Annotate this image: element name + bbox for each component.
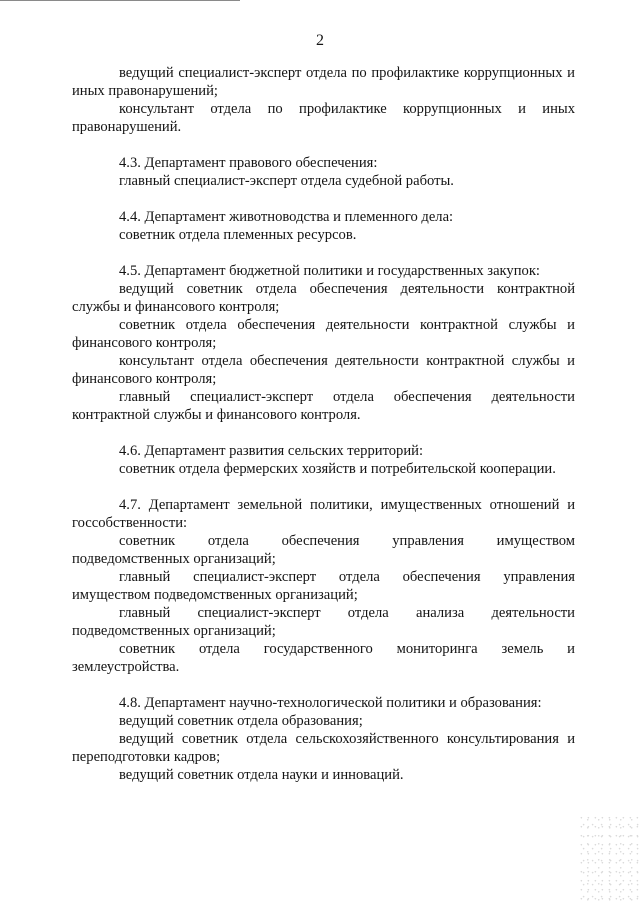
document-body (72, 64, 575, 802)
list-item: главный специалист-эксперт отдела обеспечения деятельности контрактной службы и финансового контроля. (72, 389, 575, 423)
list-item: ведущий специалист-эксперт отдела по профилактике коррупционных и иных правонарушений; (72, 65, 575, 99)
page-number: 2 (316, 32, 324, 49)
list-item: главный специалист-эксперт отдела обеспечения управления имуществом подведомственных организаций; (72, 569, 575, 603)
list-item: советник отдела племенных ресурсов. (119, 227, 357, 243)
list-item: советник отдела обеспечения управления имуществом подведомственных организаций; (72, 533, 575, 567)
list-item: консультант отдела обеспечения деятельности контрактной службы и финансового контроля; (72, 353, 575, 387)
list-item: советник отдела обеспечения деятельности контрактной службы и финансового контроля; (72, 317, 575, 351)
scan-edge-line (0, 0, 240, 1)
list-item: ведущий советник отдела обеспечения деятельности контрактной службы и финансового контроля; (72, 281, 575, 315)
section-4-7 (72, 496, 575, 676)
list-item: ведущий советник отдела сельскохозяйственного консультирования и переподготовки кадров; (72, 731, 575, 765)
section-heading: 4.5. Департамент бюджетной политики и государственных закупок: (119, 263, 540, 279)
intro-section (72, 64, 575, 136)
section-heading: 4.3. Департамент правового обеспечения: (119, 155, 378, 171)
list-item: ведущий советник отдела образования; (119, 713, 363, 729)
section-heading: 4.4. Департамент животноводства и племенного дела: (119, 209, 454, 225)
section-heading: 4.7. Департамент земельной политики, имущественных отношений и госсобственности: (72, 497, 575, 531)
section-heading: 4.6. Департамент развития сельских территорий: (119, 443, 424, 459)
section-4-4 (72, 208, 575, 244)
section-4-3 (72, 154, 575, 190)
list-item: советник отдела государственного мониторинга земель и землеустройства. (72, 641, 575, 675)
section-heading: 4.8. Департамент научно-технологической политики и образования: (119, 695, 542, 711)
section-4-8 (72, 694, 575, 784)
list-item: главный специалист-эксперт отдела анализа деятельности подведомственных организаций; (72, 605, 575, 639)
list-item: ведущий советник отдела науки и инноваций. (119, 767, 404, 783)
scan-noise (580, 815, 640, 905)
list-item: главный специалист-эксперт отдела судебной работы. (119, 173, 454, 189)
list-item: консультант отдела по профилактике коррупционных и иных правонарушений. (72, 101, 575, 135)
section-4-5 (72, 262, 575, 424)
section-4-6 (72, 442, 575, 478)
list-item: советник отдела фермерских хозяйств и потребительской кооперации. (119, 461, 556, 477)
